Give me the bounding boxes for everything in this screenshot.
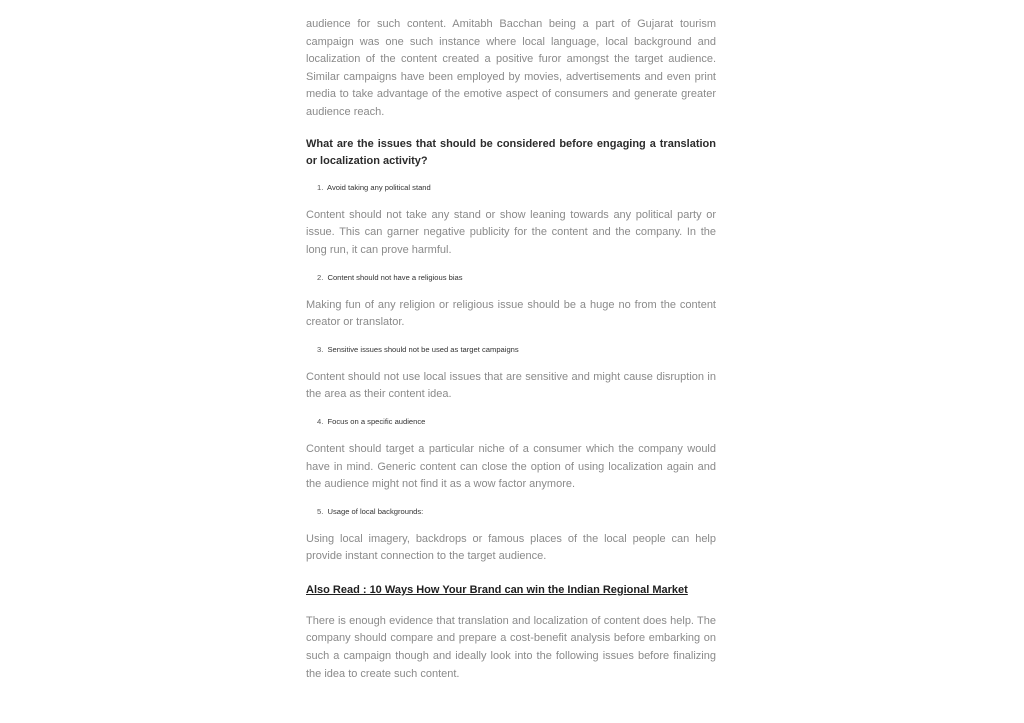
closing-paragraph: There is enough evidence that translation and localization of content does help. The company should compare and prepare a cost-benefit analysis before embarking on such a campaign though and ideally look into the following issues before finalizing the idea to create such content. — [306, 614, 716, 680]
article-body — [306, 16, 716, 683]
list-item-body: Using local imagery, backdrops or famous places of the local people can help provide instant connection to the target audience. — [306, 532, 716, 563]
list-item-title: Sensitive issues should not be used as target campaigns — [327, 344, 519, 354]
list-item — [306, 273, 716, 283]
list-item-body: Content should target a particular niche of a consumer which the company would have in mind. Generic content can close the option of using localization again and the audience might not find it as a wow factor anymore. — [306, 442, 716, 491]
intro-paragraph: audience for such content. Amitabh Bacchan being a part of Gujarat tourism campaign was one such instance where local language, local background and localization of the content created a positive furor amongst the target audience. Similar campaigns have been employed by movies, advertisements and even print media to take advantage of the emotive aspect of consumers and generate greater audience reach. — [306, 18, 716, 118]
section-heading: What are the issues that should be considered before engaging a translation or localization activity? — [306, 137, 716, 168]
list-item-title: Content should not have a religious bias — [327, 272, 463, 282]
list-item-title: Focus on a specific audience — [327, 416, 426, 426]
list-item-number: 5. — [317, 506, 324, 516]
list-item — [306, 417, 716, 427]
list-item-body: Content should not use local issues that are sensitive and might cause disruption in the area as their content idea. — [306, 370, 716, 401]
list-item-body: Making fun of any religion or religious issue should be a huge no from the content creator or translator. — [306, 298, 716, 329]
list-item-body: Content should not take any stand or show leaning towards any political party or issue. This can garner negative publicity for the content and the company. In the long run, it can prove harmful. — [306, 208, 716, 256]
list-item-number: 1. — [317, 182, 324, 192]
also-read-link[interactable]: Also Read : 10 Ways How Your Brand can win the Indian Regional Market — [306, 583, 688, 596]
list-item — [306, 183, 716, 193]
list-item-number: 4. — [317, 416, 324, 426]
list-item — [306, 507, 716, 517]
list-item-number: 2. — [317, 272, 324, 282]
list-item-number: 3. — [317, 344, 324, 354]
list-item — [306, 345, 716, 355]
list-item-title: Avoid taking any political stand — [327, 182, 431, 192]
list-item-title: Usage of local backgrounds: — [327, 506, 424, 516]
